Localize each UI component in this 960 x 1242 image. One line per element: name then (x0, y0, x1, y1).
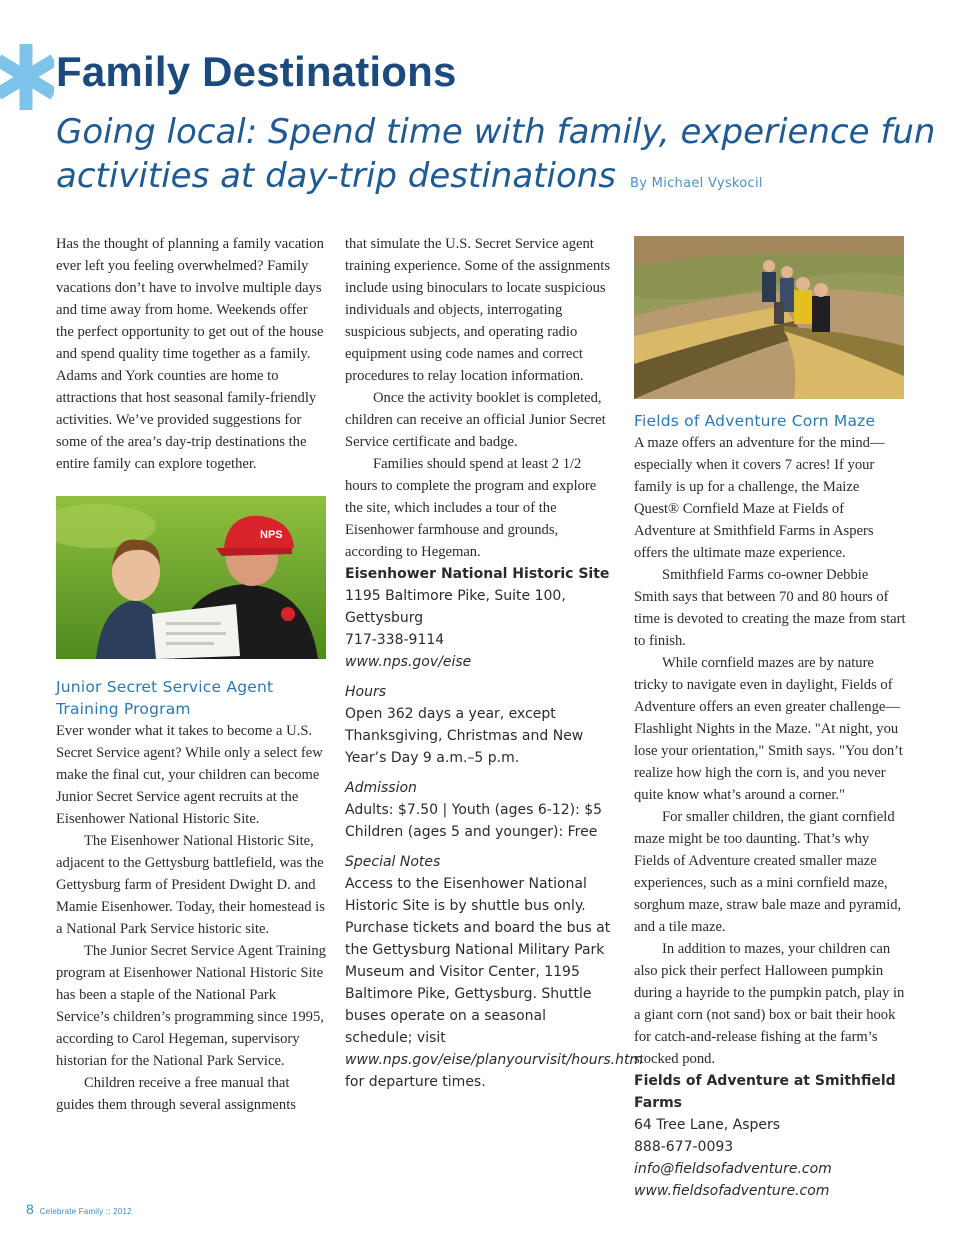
intro-paragraph: Has the thought of planning a family vacation ever left you feeling overwhelmed? Family vacations don’t have to involve multiple days and time away from home. Weekends offer the perfect opportunity to get out of the house and spend quality time together as a family. Adams and York counties are home to attractions that host seasonal family-friendly activities. We’ve provided suggestions for some of the area’s day-trip destinations the entire family can explore together. (56, 236, 324, 472)
website-link[interactable]: www.fieldsofadventure.com (634, 1183, 830, 1199)
page-title: Family Destinations (56, 48, 457, 95)
paragraph: Children receive a free manual that guides them through several assignments (56, 1075, 296, 1113)
paragraph: Ever wonder what it takes to become a U.S. Secret Service agent? While only a select few make the final cut, your children can become Junior Secret Service agent recruits at the Eisenhower National Historic Site. (56, 723, 323, 827)
info-title: Eisenhower National Historic Site (345, 566, 610, 582)
photo-children-corn-maze (634, 236, 904, 399)
info-box-eisenhower (345, 563, 644, 1093)
schedule-link[interactable]: www.nps.gov/eise/planyourvisit/hours.htm (345, 1052, 644, 1068)
paragraph: A maze offers an adventure for the mind—especially when it covers 7 acres! If your family is up for a challenge, the Maize Quest® Cornfield Maze at Fields of Adventure at Smithfield Farms in Aspers offers the ultimate maze experience. (634, 435, 885, 561)
website-link[interactable]: www.nps.gov/eise (345, 654, 472, 670)
hours-label: Hours (345, 684, 387, 700)
admission-label: Admission (345, 780, 417, 796)
notes-text (345, 873, 644, 1093)
paragraph: The Junior Secret Service Agent Training program at Eisenhower National Historic Site has been a staple of the National Park Service’s children’s programming since 1995, according to Carol Hegeman, supervisory historian for the National Park Service. (56, 943, 326, 1069)
asterisk-icon (0, 42, 54, 112)
notes-post: for departure times. (345, 1074, 486, 1090)
paragraph: While cornfield mazes are by nature tricky to navigate even in daylight, Fields of Adventure offers an even greater challenge—Flashlight Nights in the Maze. "At night, you lose your orientation," Smith says. "You don’t realize how high the corn is, and you never quite know what’s around a corner." (634, 655, 903, 803)
phone-number: 717-338-9114 (345, 632, 445, 648)
notes-label: Special Notes (345, 854, 441, 870)
admission-adults: Adults: $7.50 | Youth (ages 6-12): $5 (345, 802, 603, 818)
author-byline: By Michael Vyskocil (630, 176, 763, 191)
email-link[interactable]: info@fieldsofadventure.com (634, 1161, 832, 1177)
phone-number: 888-677-0093 (634, 1139, 734, 1155)
paragraph: The Eisenhower National Historic Site, adjacent to the Gettysburg battlefield, was the Gettysburg farm of President Dwight D. and Mamie Eisenhower. Today, their homestead is a National Park Service historic site. (56, 833, 325, 937)
paragraph: In addition to mazes, your children can also pick their perfect Halloween pumpkin during a hayride to the pumpkin patch, play in a giant corn (not sand) box or bait their hook for catch-and-release fishing at the farm’s stocked pond. (634, 941, 905, 1067)
address-line: Gettysburg (345, 610, 424, 626)
paragraph: Once the activity booklet is completed, children can receive an official Junior Secret Service certificate and badge. (345, 390, 606, 450)
address-line: 1195 Baltimore Pike, Suite 100, (345, 588, 566, 604)
page-footer (26, 1201, 132, 1219)
column-3 (634, 233, 906, 1202)
subtitle-text: Going local: Spend time with family, experience fun activities at day-trip destinations (56, 112, 936, 196)
info-title: Fields of Adventure at Smithfield Farms (634, 1073, 896, 1111)
column-2 (345, 233, 644, 1093)
address-line: 64 Tree Lane, Aspers (634, 1117, 781, 1133)
info-box-fields-of-adventure (634, 1070, 906, 1202)
page-number: 8 (26, 1201, 34, 1217)
section-heading-corn-maze: Fields of Adventure Corn Maze (634, 412, 876, 430)
cap-text: NPS (260, 529, 283, 541)
publication-name: Celebrate Family :: 2012 (39, 1207, 132, 1216)
hours-text: Open 362 days a year, except Thanksgiving, Christmas and New Year’s Day 9 a.m.–5 p.m. (345, 706, 584, 766)
paragraph: that simulate the U.S. Secret Service agent training experience. Some of the assignments include using binoculars to locate suspicious individuals and objects, interrogating suspicious subjects, and operating radio equipment using code names and correct procedures to relay location information. (345, 236, 611, 384)
paragraph: Families should spend at least 2 1/2 hours to complete the program and explore the site, which includes a tour of the Eisenhower farmhouse and grounds, according to Hegeman. (345, 456, 597, 560)
notes-pre: Access to the Eisenhower National Historic Site is by shuttle bus only. Purchase tickets and board the bus at the Gettysburg National Military Park Museum and Visitor Center, 1195 Baltimore Pike, Gettysburg. Shuttle buses operate on a seasonal schedule; visit (345, 876, 611, 1046)
section-heading-secret-service: Junior Secret Service Agent Training Program (56, 678, 274, 718)
admission-children: Children (ages 5 and younger): Free (345, 824, 598, 840)
paragraph: Smithfield Farms co-owner Debbie Smith says that between 70 and 80 hours of time is devoted to creating the maze from start to finish. (634, 567, 906, 649)
column-1 (56, 233, 326, 1116)
photo-boy-and-ranger (56, 496, 326, 659)
article-subtitle (56, 110, 936, 206)
paragraph: For smaller children, the giant cornfield maze might be too daunting. That’s why Fields of Adventure created smaller maze experiences, such as a mini cornfield maze, sorghum maze, straw bale maze and pyramid, and a tile maze. (634, 809, 902, 935)
